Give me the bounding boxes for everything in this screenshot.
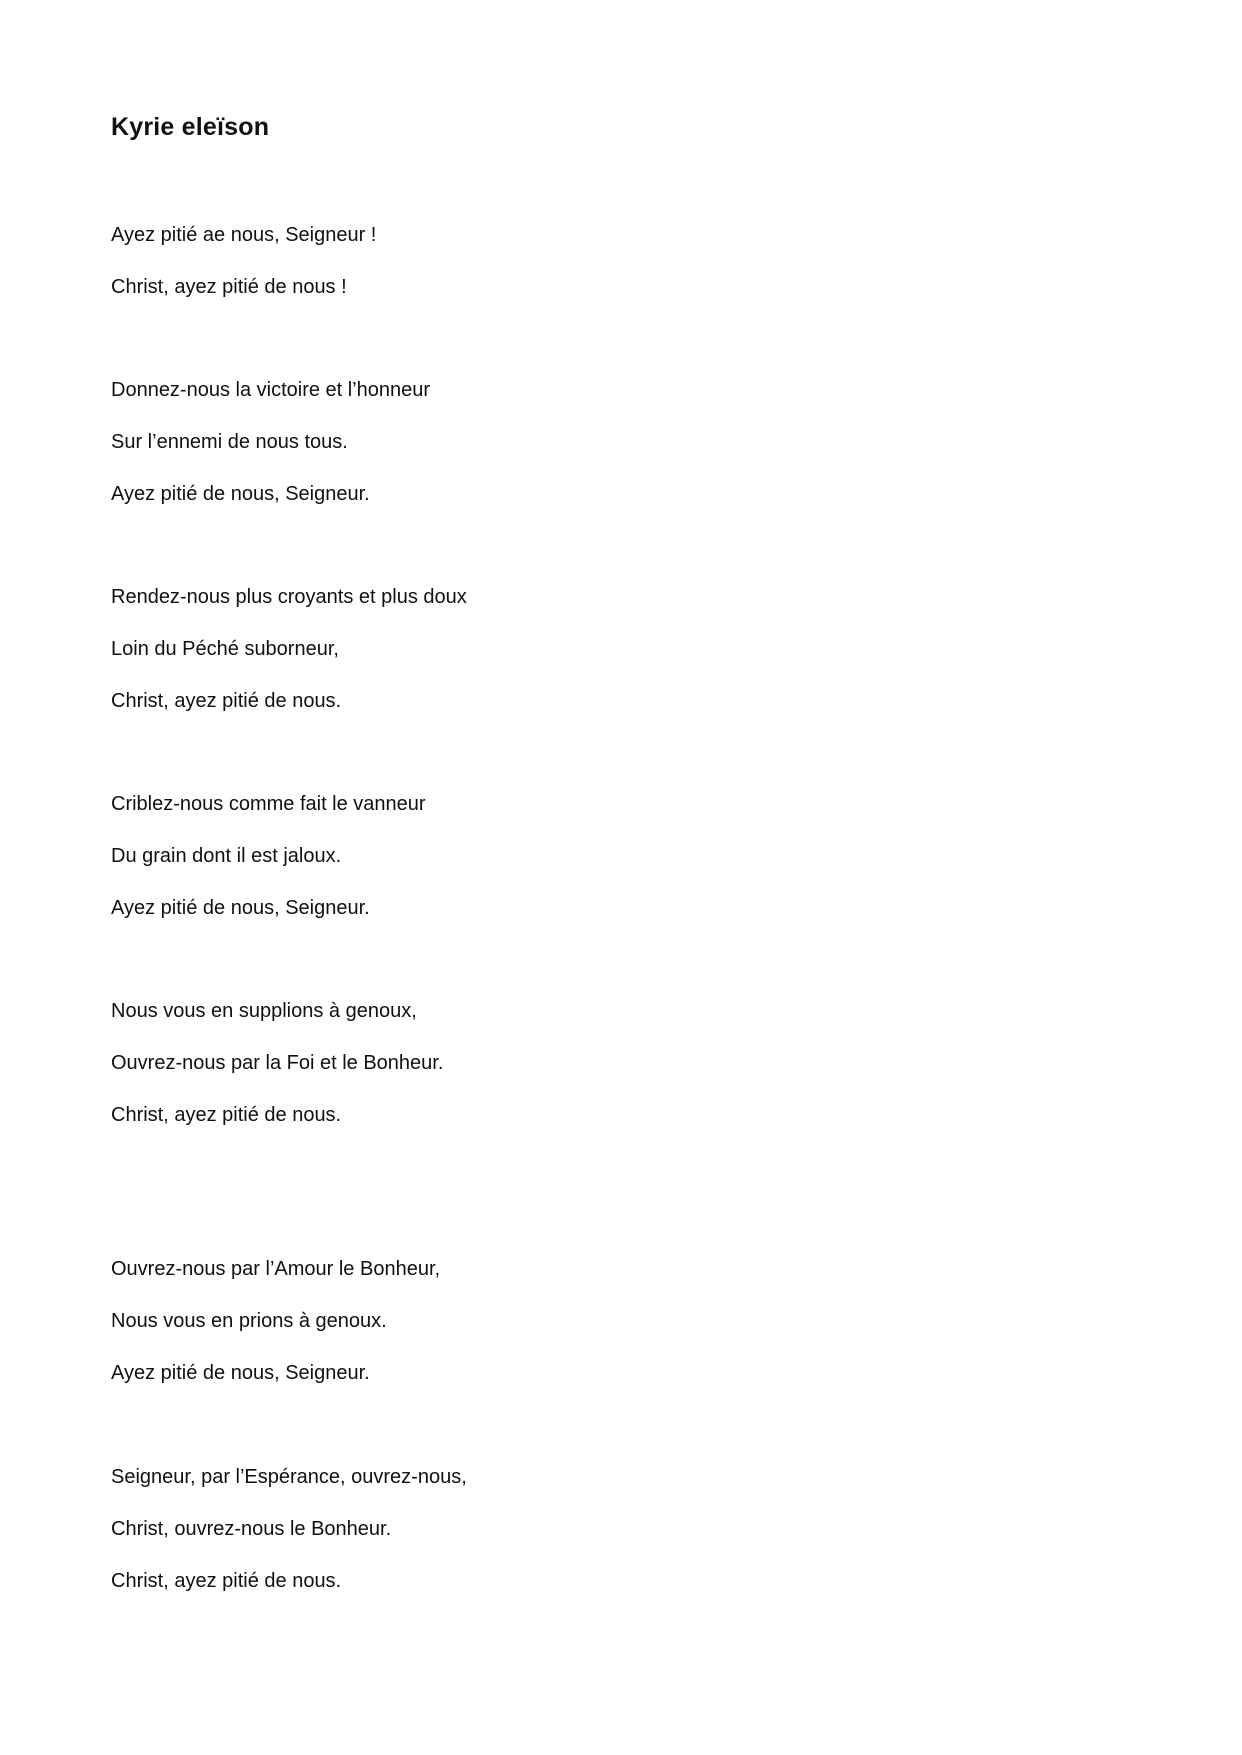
- verse-line: Criblez-nous comme fait le vanneur: [111, 793, 426, 815]
- verse-line: Ouvrez-nous par la Foi et le Bonheur.: [111, 1052, 444, 1074]
- verse-line: Nous vous en supplions à genoux,: [111, 1000, 417, 1022]
- verse-line: Sur l’ennemi de nous tous.: [111, 431, 348, 453]
- verse-line: Donnez-nous la victoire et l’honneur: [111, 379, 431, 401]
- verse-line: Ouvrez-nous par l’Amour le Bonheur,: [111, 1258, 441, 1280]
- verse-line: Nous vous en prions à genoux.: [111, 1310, 387, 1332]
- verse-line: Christ, ayez pitié de nous.: [111, 1104, 342, 1126]
- verse-line: Loin du Péché suborneur,: [111, 638, 339, 660]
- verse-line: Du grain dont il est jaloux.: [111, 845, 342, 867]
- verse-line: Rendez-nous plus croyants et plus doux: [111, 586, 467, 608]
- verse-line: Ayez pitié ae nous, Seigneur !: [111, 224, 377, 246]
- verse-line: Christ, ayez pitié de nous.: [111, 690, 342, 712]
- verse-line: Christ, ayez pitié de nous !: [111, 276, 347, 298]
- verse-line: Seigneur, par l’Espérance, ouvrez-nous,: [111, 1466, 467, 1488]
- verse-line: Christ, ouvrez-nous le Bonheur.: [111, 1518, 392, 1540]
- verse-line: Christ, ayez pitié de nous.: [111, 1570, 342, 1592]
- verse-line: Ayez pitié de nous, Seigneur.: [111, 1362, 370, 1384]
- verse-line: Ayez pitié de nous, Seigneur.: [111, 483, 370, 505]
- verse-line: Ayez pitié de nous, Seigneur.: [111, 897, 370, 919]
- page-title: Kyrie eleïson: [111, 113, 270, 141]
